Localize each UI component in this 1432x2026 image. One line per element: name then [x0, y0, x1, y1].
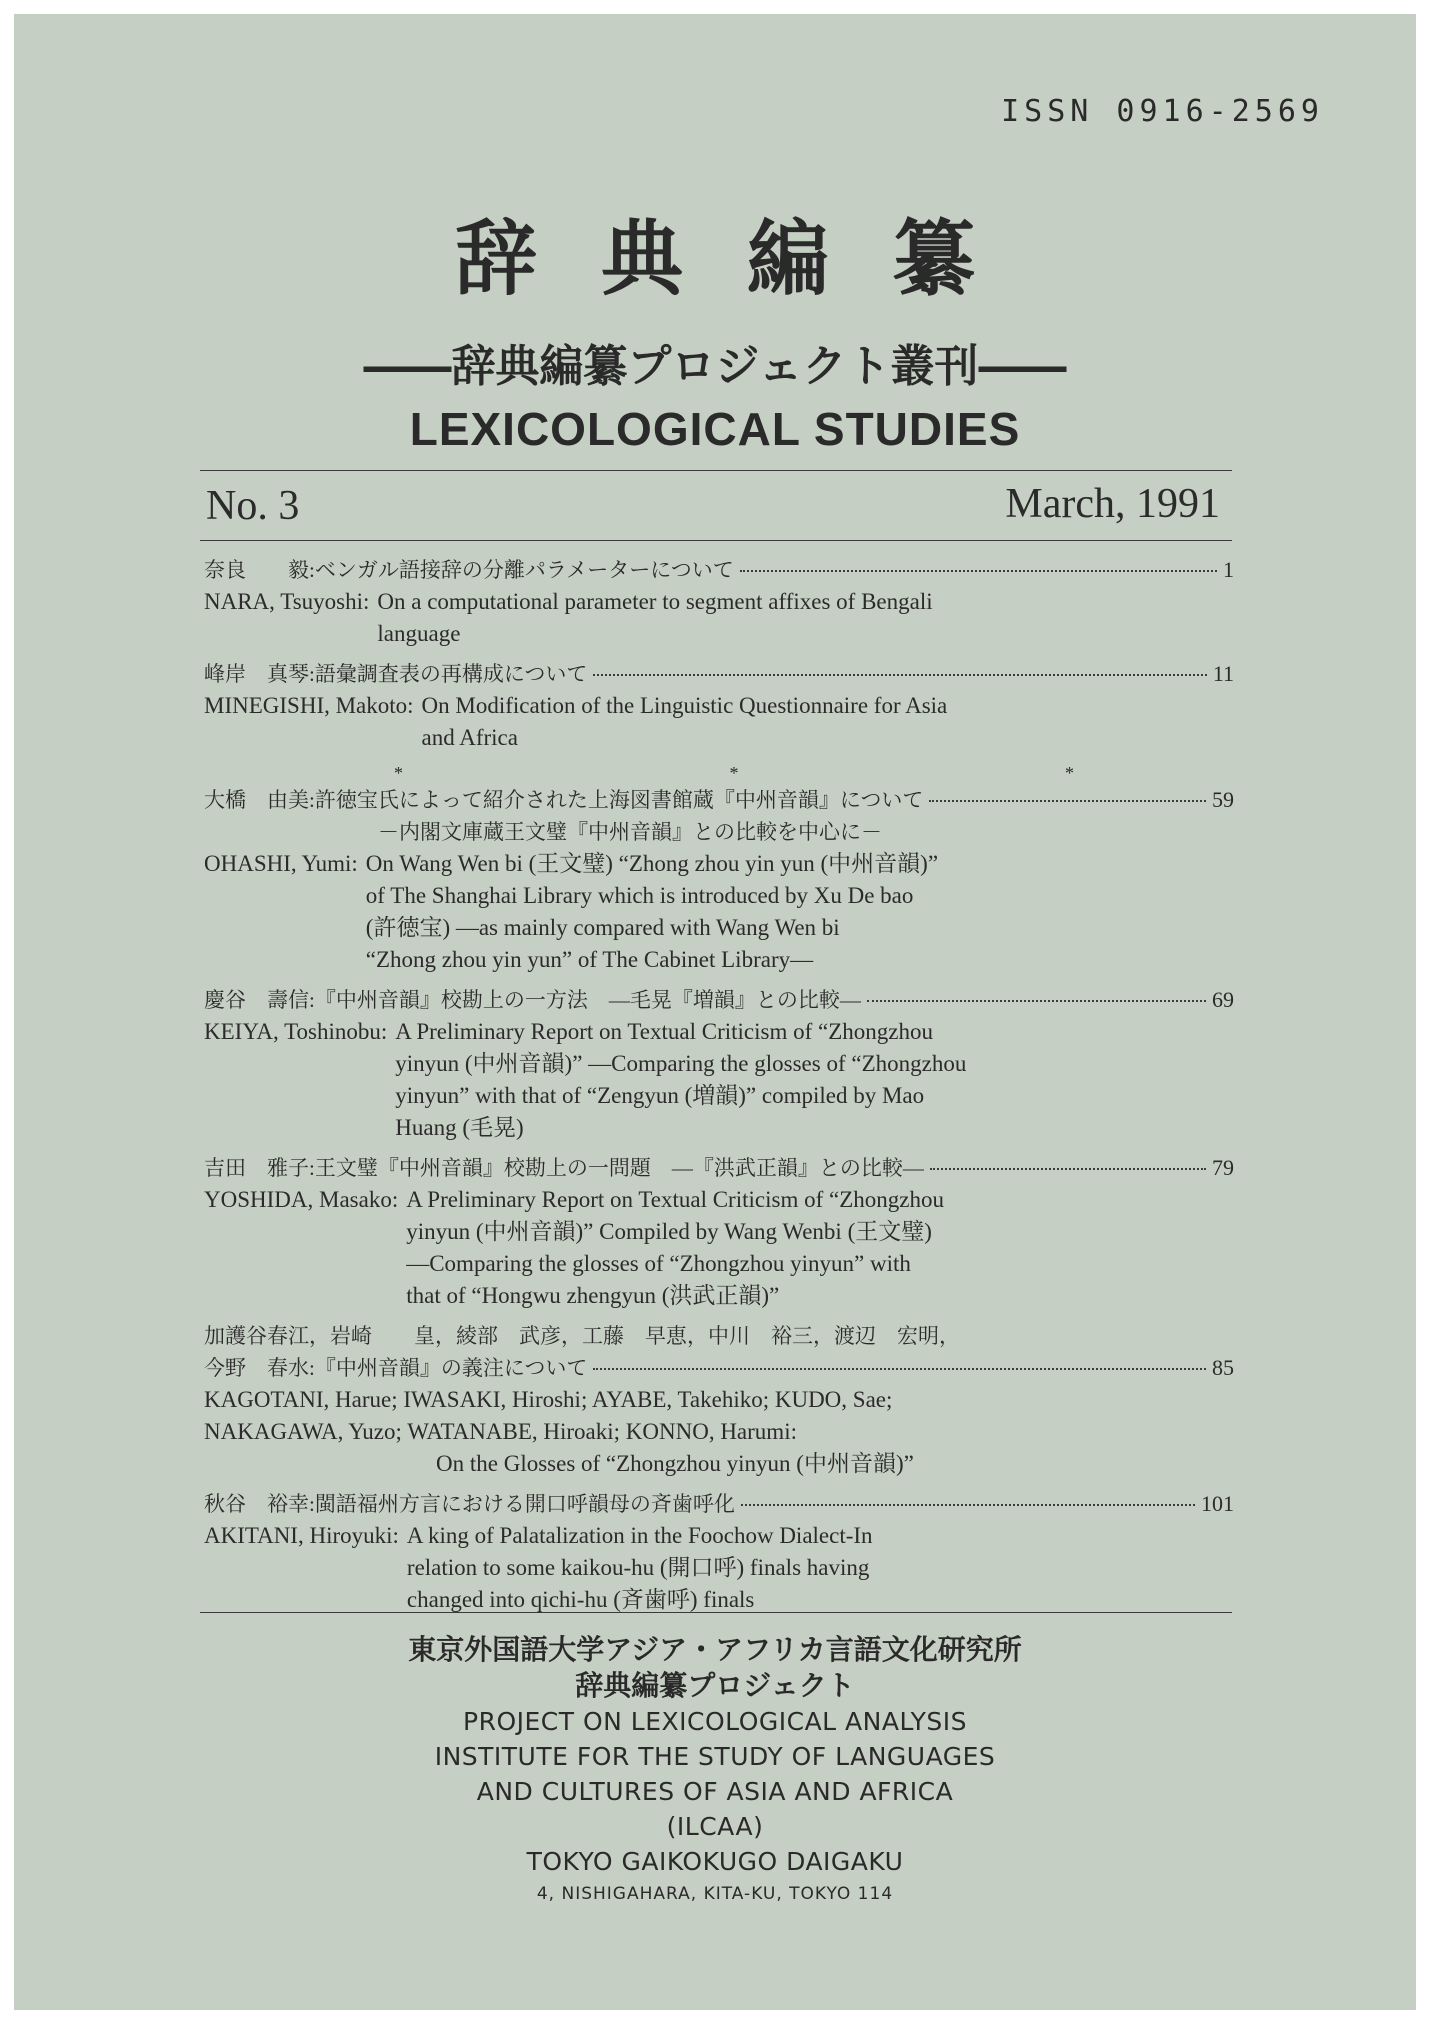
page-number: 101 — [1201, 1491, 1234, 1516]
ja-title: 『中州音韻』校勘上の一方法 —毛晃『増韻』との比較— — [314, 988, 861, 1012]
en-author: OHASHI, Yumi: — [204, 851, 358, 876]
table-of-contents — [204, 554, 1234, 1624]
en-title-line: that of “Hongwu zhengyun (洪武正韻)” — [406, 1283, 780, 1308]
institute-en-2: AND CULTURES OF ASIA AND AFRICA — [476, 1777, 954, 1806]
institute-en-1: INSTITUTE FOR THE STUDY OF LANGUAGES — [434, 1742, 996, 1771]
en-coauthors-line: NAKAGAWA, Yuzo; WATANABE, Hiroaki; KONNO, Harumi: — [204, 1419, 797, 1444]
divider-bottom — [200, 1612, 1232, 1613]
en-title-line: changed into qichi-hu (斉歯呼) finals — [406, 1587, 755, 1612]
ja-title: 閩語福州方言における開口呼韻母の斉歯呼化 — [314, 1492, 735, 1516]
ja-author: 吉田 雅子: — [204, 1156, 315, 1180]
en-title-line: On a computational parameter to segment affixes of Bengali — [377, 589, 933, 614]
ja-title: ベンガル語接辞の分離パラメーターについて — [314, 558, 734, 582]
issn: ISSN 0916-2569 — [1001, 94, 1324, 129]
issue-number: No. 3 — [206, 483, 300, 529]
en-title-line: relation to some kaikou-hu (開口呼) finals having — [406, 1555, 870, 1580]
leader-dots — [741, 1504, 1195, 1506]
toc-entry-akitani — [204, 1488, 1234, 1616]
leader-dots — [593, 1368, 1206, 1370]
en-title-line: A Preliminary Report on Textual Criticism of “Zhongzhou — [395, 1019, 933, 1044]
en-title-line: A Preliminary Report on Textual Criticism of “Zhongzhou — [406, 1187, 944, 1212]
divider-issue — [200, 540, 1232, 541]
ja-title: 許徳宝氏によって紹介された上海図書館蔵『中州音韻』について — [314, 788, 924, 812]
en-title-line: and Africa — [421, 725, 518, 750]
en-title-line: A king of Palatalization in the Foochow Dialect-In — [406, 1523, 873, 1548]
en-author: AKITANI, Hiroyuki: — [204, 1523, 399, 1548]
en-title — [407, 1520, 1234, 1616]
en-title-line: On Wang Wen bi (王文璧) “Zhong zhou yin yun (中州音韻)” — [365, 851, 939, 876]
ja-subtitle: －内閣文庫蔵王文璧『中州音韻』との比較を中心に－ — [378, 820, 882, 844]
leader-dots — [867, 1000, 1206, 1002]
leader-dots — [929, 800, 1206, 802]
divider-top — [200, 470, 1232, 471]
page-number: 11 — [1212, 661, 1234, 686]
en-title-line: of The Shanghai Library which is introduced by Xu De bao — [365, 883, 914, 908]
journal-title-en: LEXICOLOGICAL STUDIES — [409, 403, 1021, 455]
en-author: NARA, Tsuyoshi: — [204, 589, 370, 614]
star-mark: * — [729, 763, 739, 783]
en-title-line: (許徳宝) —as mainly compared with Wang Wen bi — [365, 915, 840, 940]
toc-entry-kagotani — [204, 1320, 1234, 1480]
ja-title: 王文璧『中州音韻』校勘上の一問題 —『洪武正韻』との比較— — [314, 1156, 924, 1180]
leader-dots — [593, 674, 1206, 676]
cover-page — [14, 14, 1416, 2010]
leader-dots — [930, 1168, 1206, 1170]
en-title-line: On the Glosses of “Zhongzhou yinyun (中州音韻)” — [436, 1451, 914, 1476]
toc-entry-ohashi — [204, 784, 1234, 976]
en-title — [204, 1448, 1234, 1480]
en-title — [406, 1184, 1234, 1312]
ja-author: 大橋 由美: — [204, 788, 315, 812]
publisher-footer — [14, 1632, 1416, 1909]
toc-entry-keiya — [204, 984, 1234, 1144]
series-title-ja: ――辞典編纂プロジェクト叢刊―― — [363, 341, 1067, 392]
section-separator — [204, 762, 1234, 784]
en-coauthors-line: KAGOTANI, Harue; IWASAKI, Hiroshi; AYABE, Takehiko; KUDO, Sae; — [204, 1387, 893, 1412]
ja-coauthors: 加護谷春江，岩崎 皇，綾部 武彦，工藤 早恵，中川 裕三，渡辺 宏明， — [204, 1324, 960, 1348]
institute-abbrev: (ILCAA) — [666, 1812, 764, 1841]
address: 4, NISHIGAHARA, KITA-KU, TOKYO 114 — [536, 1884, 894, 1904]
journal-title-ja: 辞典編纂 — [454, 212, 1039, 307]
en-title — [395, 1016, 1234, 1144]
star-mark: * — [394, 763, 403, 783]
ja-author: 慶谷 壽信: — [204, 988, 315, 1012]
ja-author: 今野 春水: — [204, 1356, 315, 1380]
en-title-line: language — [377, 621, 461, 646]
page-number: 85 — [1212, 1355, 1234, 1380]
en-title-line: On Modification of the Linguistic Questionnaire for Asia — [421, 693, 948, 718]
ja-title: 語彙調査表の再構成について — [314, 662, 588, 686]
institute-ja: 東京外国語大学アジア・アフリカ言語文化研究所 — [408, 1633, 1022, 1666]
en-title — [366, 848, 1234, 976]
university-name: TOKYO GAIKOKUGO DAIGAKU — [526, 1847, 904, 1876]
en-title-line: “Zhong zhou yin yun” of The Cabinet Library— — [365, 947, 814, 972]
star-mark: * — [1065, 763, 1074, 783]
toc-entry-minegishi — [204, 658, 1234, 754]
en-title-line: —Comparing the glosses of “Zhongzhou yinyun” with — [406, 1251, 911, 1276]
en-title-line: yinyun (中州音韻)” —Comparing the glosses of “Zhongzhou — [395, 1051, 967, 1076]
en-title-line: Huang (毛晃) — [395, 1115, 524, 1140]
ja-author: 秋谷 裕幸: — [204, 1492, 315, 1516]
en-coauthors — [204, 1384, 1234, 1448]
leader-dots — [740, 570, 1217, 572]
toc-entry-yoshida — [204, 1152, 1234, 1312]
issue-date: March, 1991 — [1005, 481, 1220, 527]
en-title-line: yinyun” with that of “Zengyun (増韻)” compiled by Mao — [395, 1083, 925, 1108]
toc-entry-nara — [204, 554, 1234, 650]
page-number: 59 — [1212, 787, 1234, 812]
project-en: PROJECT ON LEXICOLOGICAL ANALYSIS — [463, 1707, 967, 1736]
project-ja: 辞典編纂プロジェクト — [575, 1669, 855, 1702]
en-title — [377, 586, 1234, 650]
page-number: 79 — [1212, 1155, 1234, 1180]
en-author: YOSHIDA, Masako: — [204, 1187, 399, 1212]
ja-author: 峰岸 真琴: — [204, 662, 315, 686]
en-title — [422, 690, 1234, 754]
page-number: 1 — [1223, 557, 1234, 582]
en-author: MINEGISHI, Makoto: — [204, 693, 414, 718]
page-number: 69 — [1212, 987, 1234, 1012]
en-title-line: yinyun (中州音韻)” Compiled by Wang Wenbi (王文璧) — [406, 1219, 932, 1244]
en-author: KEIYA, Toshinobu: — [204, 1019, 388, 1044]
ja-title: 『中州音韻』の義注について — [314, 1356, 588, 1380]
ja-author: 奈良 毅: — [204, 558, 315, 582]
